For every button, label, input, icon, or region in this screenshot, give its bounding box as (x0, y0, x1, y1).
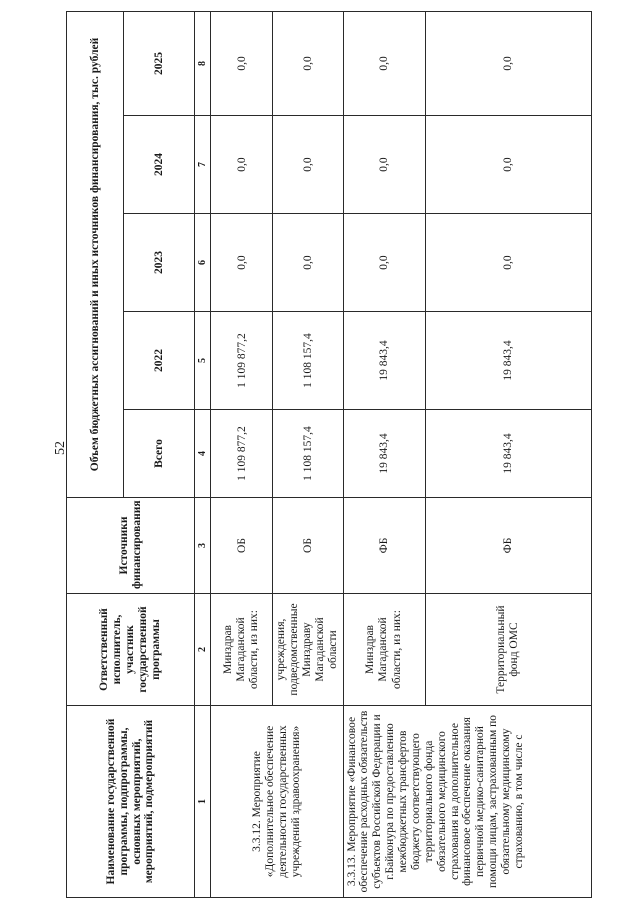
budget-table (66, 11, 592, 898)
total-cell: 1 108 157,4 (273, 410, 344, 498)
responsible-cell: Территориальный фонд ОМС (425, 594, 591, 706)
year-2023-cell: 0,0 (343, 214, 425, 312)
header-source: Источники финансирования (67, 498, 195, 594)
header-year-2024: 2024 (124, 116, 195, 214)
source-cell: ФБ (343, 498, 425, 594)
year-2023-cell: 0,0 (273, 214, 344, 312)
year-2023-cell: 0,0 (425, 214, 591, 312)
header-responsible: Ответственный исполнитель, участник государственной программы (67, 594, 195, 706)
column-number: 7 (195, 116, 211, 214)
column-number: 4 (195, 410, 211, 498)
column-number: 8 (195, 11, 211, 115)
measure-name-3-3-13: 3.3.13. Мероприятие «Финансовое обеспечение расходных обязательств субъектов Российской Федерации и г.Байконура по предоставлению межбюджетных трансфертов бюджету соответствующего территориального фонда обязательного медицинского страхования на дополнительное финансовое обеспечение оказания первичной медико-санитарной помощи лицам, застрахованным по обязательному медицинскому страхованию, в том числе с (343, 706, 591, 898)
year-2024-cell: 0,0 (211, 116, 273, 214)
responsible-cell: учреждения, подведомственные Минздраву Магаданской области (273, 594, 344, 706)
header-year-2025: 2025 (124, 11, 195, 115)
column-number: 5 (195, 312, 211, 410)
page-number: 52 (53, 441, 68, 455)
year-2025-cell: 0,0 (425, 11, 591, 115)
year-2024-cell: 0,0 (343, 116, 425, 214)
source-cell: ФБ (425, 498, 591, 594)
column-number-row (195, 11, 211, 897)
total-cell: 19 843,4 (343, 410, 425, 498)
year-2025-cell: 0,0 (211, 11, 273, 115)
total-cell: 1 109 877,2 (211, 410, 273, 498)
column-number: 1 (195, 706, 211, 898)
column-number: 3 (195, 498, 211, 594)
year-2022-cell: 19 843,4 (343, 312, 425, 410)
measure-name-3-3-12: 3.3.12. Мероприятие «Дополнительное обеспечение деятельности государственных учреждений здравоохранения» (211, 706, 344, 898)
column-number: 6 (195, 214, 211, 312)
source-cell: ОБ (211, 498, 273, 594)
year-2024-cell: 0,0 (425, 116, 591, 214)
source-cell: ОБ (273, 498, 344, 594)
header-year-2023: 2023 (124, 214, 195, 312)
rotated-table-content (66, 12, 626, 898)
year-2022-cell: 19 843,4 (425, 312, 591, 410)
year-2025-cell: 0,0 (273, 11, 344, 115)
total-cell: 19 843,4 (425, 410, 591, 498)
table-row (343, 11, 425, 897)
header-name: Наименование государственной программы, подпрограммы, основных мероприятий, мероприятий, подмероприятий (67, 706, 195, 898)
table-row (211, 11, 273, 897)
responsible-cell: Минздрав Магаданской области, из них: (343, 594, 425, 706)
year-2022-cell: 1 109 877,2 (211, 312, 273, 410)
responsible-cell: Минздрав Магаданской области, из них: (211, 594, 273, 706)
column-number: 2 (195, 594, 211, 706)
rotated-table-frame (66, 12, 626, 898)
header-volume: Объем бюджетных ассигнований и иных источников финансирования, тыс. рублей (67, 11, 124, 497)
year-2023-cell: 0,0 (211, 214, 273, 312)
header-row-1 (67, 11, 124, 897)
header-total: Всего (124, 410, 195, 498)
year-2024-cell: 0,0 (273, 116, 344, 214)
year-2025-cell: 0,0 (343, 11, 425, 115)
year-2022-cell: 1 108 157,4 (273, 312, 344, 410)
header-year-2022: 2022 (124, 312, 195, 410)
